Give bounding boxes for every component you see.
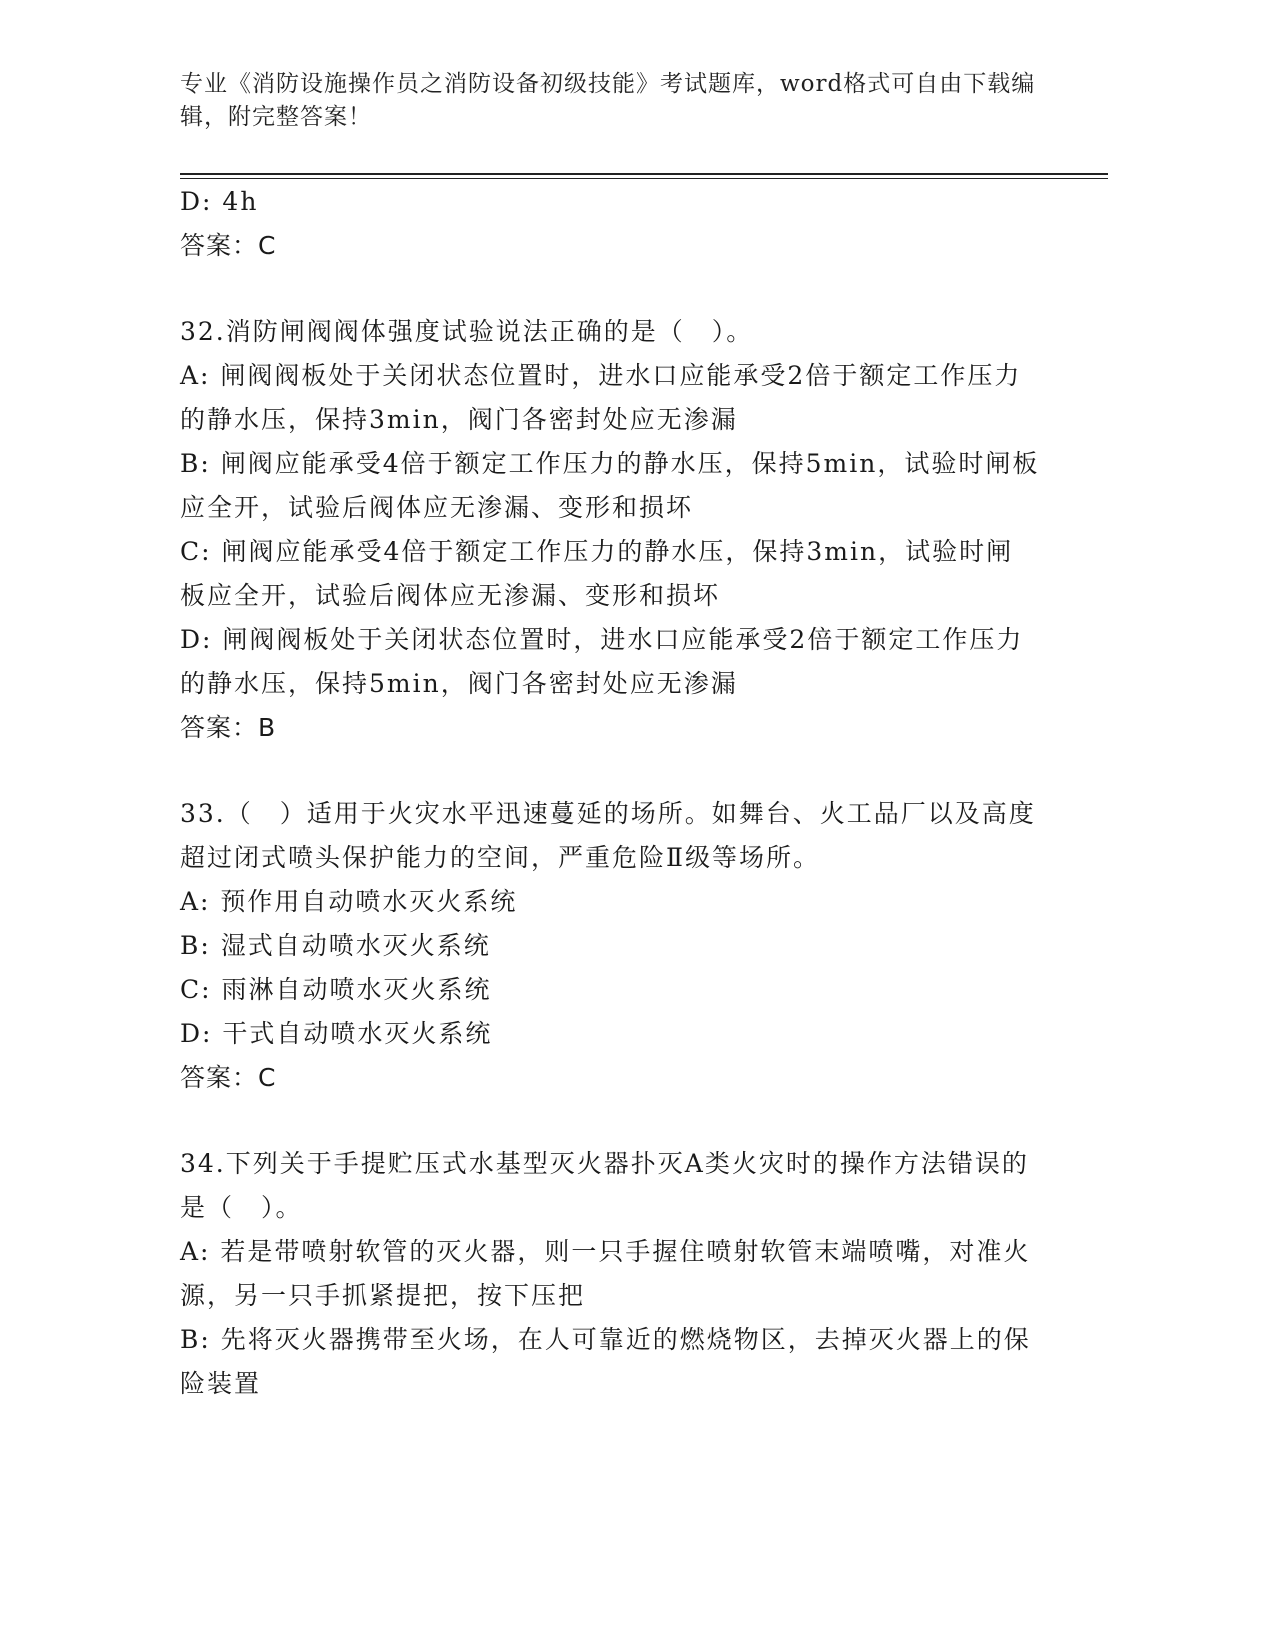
- question-32: [180, 310, 1040, 750]
- question-stem: 33.（ ）适用于火灾水平迅速蔓延的场所。如舞台、火工品厂以及高度超过闭式喷头保护能力的空间，严重危险Ⅱ级等场所。: [180, 799, 1036, 872]
- option-d: D: 干式自动喷水灭火系统: [180, 1019, 493, 1048]
- question-stem: 32.消防闸阀阀体强度试验说法正确的是（ ）。: [180, 317, 754, 346]
- document-header: 专业《消防设施操作员之消防设备初级技能》考试题库，word格式可自由下载编辑，附完整答案！: [180, 71, 1036, 130]
- option-c: C: 闸阀应能承受4倍于额定工作压力的静水压，保持3min，试验时闸板应全开，试验后阀体应无渗漏、变形和损坏: [180, 537, 1014, 610]
- option-b: B: 闸阀应能承受4倍于额定工作压力的静水压，保持5min，试验时闸板应全开，试验后阀体应无渗漏、变形和损坏: [180, 449, 1040, 522]
- header-divider-thick: [180, 173, 1108, 175]
- previous-question-fragment: [180, 180, 1040, 268]
- header-divider-thin: [180, 178, 1108, 179]
- option-d: D: 闸阀阀板处于关闭状态位置时，进水口应能承受2倍于额定工作压力的静水压，保持5min，阀门各密封处应无渗漏: [180, 625, 1024, 698]
- option-a: A: 若是带喷射软管的灭火器，则一只手握住喷射软管末端喷嘴，对准火源，另一只手抓紧提把，按下压把: [180, 1237, 1031, 1310]
- option-b: B: 湿式自动喷水灭火系统: [180, 931, 491, 960]
- page-content: [180, 180, 1040, 1406]
- question-stem: 34.下列关于手提贮压式水基型灭火器扑灭A类火灾时的操作方法错误的是（ ）。: [180, 1149, 1029, 1222]
- answer-line: 答案：B: [180, 713, 277, 742]
- answer-line: 答案：C: [180, 1063, 277, 1092]
- question-34: [180, 1142, 1040, 1406]
- option-a: A: 预作用自动喷水灭火系统: [180, 887, 518, 916]
- option-c: C: 雨淋自动喷水灭火系统: [180, 975, 492, 1004]
- option-a: A: 闸阀阀板处于关闭状态位置时，进水口应能承受2倍于额定工作压力的静水压，保持3min，阀门各密封处应无渗漏: [180, 361, 1022, 434]
- question-33: [180, 792, 1040, 1100]
- option-b: B: 先将灭火器携带至火场，在人可靠近的燃烧物区，去掉灭火器上的保险装置: [180, 1325, 1031, 1398]
- option-d: D: 4h: [180, 187, 259, 216]
- answer-line: 答案：C: [180, 231, 277, 260]
